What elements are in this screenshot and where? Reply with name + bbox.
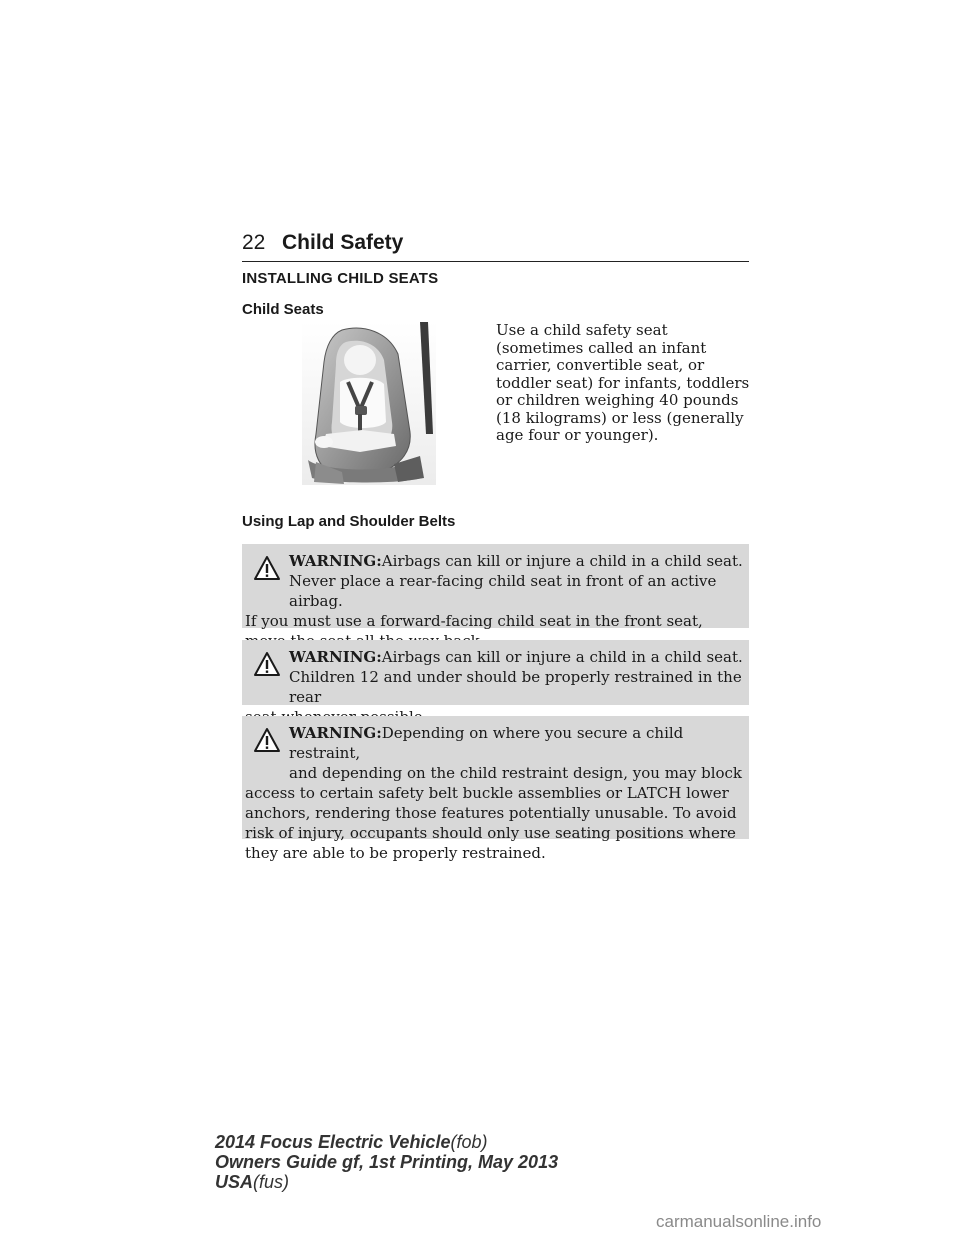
warning-text-second-line: and depending on the child restraint design, you may block	[289, 764, 743, 782]
warning-text-second-line: Never place a rear-facing child seat in front of an active airbag.	[289, 572, 717, 610]
warning-text-rest: access to certain safety belt buckle assemblies or LATCH lower anchors, rendering those features potentially unusable. To avoid risk of injury, occupants should only use seating positions where they are able to be properly restrained.	[245, 784, 737, 862]
page-header	[242, 231, 749, 262]
warning-text-lead: Airbags can kill or injure a child in a child seat.	[381, 648, 743, 666]
subsection-title-child-seats: Child Seats	[242, 301, 324, 318]
section-title: INSTALLING CHILD SEATS	[242, 270, 439, 287]
footer-market: USA	[215, 1172, 254, 1192]
warning-triangle-icon	[253, 555, 281, 581]
warning-label: WARNING:	[289, 724, 382, 742]
warning-box-2	[242, 640, 749, 705]
footer-vehicle: 2014 Focus Electric Vehicle	[215, 1132, 451, 1152]
footer-vehicle-code: (fob)	[450, 1132, 488, 1152]
warning-triangle-icon	[253, 651, 281, 677]
page-number: 22	[242, 231, 266, 254]
warning-text-lead: Airbags can kill or injure a child in a child seat.	[381, 552, 743, 570]
warning-text-lead: Depending on where you secure a child restraint,	[289, 724, 684, 762]
child-seats-paragraph: Use a child safety seat (sometimes called an infant carrier, convertible seat, or toddler seat) for infants, toddlers or children weighing 40 pounds (18 kilograms) or less (generally age four or younger).	[496, 321, 750, 444]
warning-text-rest: If you must use a forward-facing child seat in the front seat,	[245, 612, 703, 630]
footer-market-code: (fus)	[253, 1172, 290, 1192]
subsection-title-lap-shoulder-belts: Using Lap and Shoulder Belts	[242, 513, 456, 530]
warning-label: WARNING:	[289, 552, 382, 570]
warning-label: WARNING:	[289, 648, 382, 666]
warning-triangle-icon	[253, 727, 281, 753]
child-seat-illustration	[302, 322, 436, 485]
watermark: carmanualsonline.info	[656, 1212, 822, 1231]
warning-box-1	[242, 544, 749, 628]
footer-printing: Owners Guide gf, 1st Printing, May 2013	[215, 1152, 559, 1172]
warning-box-3	[242, 716, 749, 862]
document-footer	[215, 1132, 558, 1192]
chapter-title: Child Safety	[282, 231, 404, 254]
warning-text-second-line: Children 12 and under should be properly restrained in the rear	[289, 668, 742, 706]
